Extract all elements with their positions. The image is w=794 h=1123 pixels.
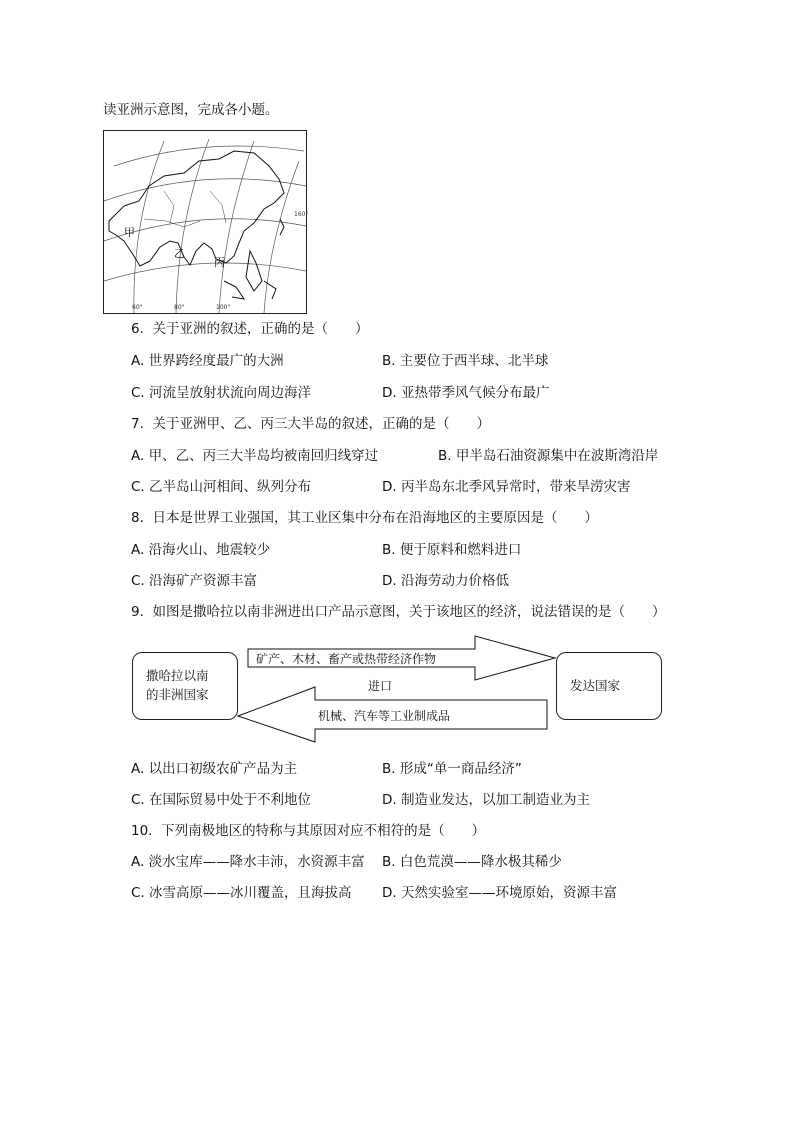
import-label: 进口 xyxy=(368,679,393,693)
question-7-stem xyxy=(131,415,490,433)
question-9-stem xyxy=(131,603,665,621)
africa-box-line1: 撒哈拉以南 xyxy=(146,668,209,683)
africa-box xyxy=(132,652,238,720)
option-6d[interactable]: D. 亚热带季风气候分布最广 xyxy=(382,385,550,401)
developed-box-label: 发达国家 xyxy=(570,678,621,693)
option-6b[interactable]: B. 主要位于西半球、北半球 xyxy=(382,353,549,369)
map-label-jia: 甲 xyxy=(124,226,135,239)
option-7a[interactable]: A. 甲、乙、丙三大半岛均被南回归线穿过 xyxy=(131,448,379,464)
map-tick-100: 100° xyxy=(216,304,231,311)
question-number: 9. xyxy=(131,604,144,620)
question-text: 如图是撒哈拉以南非洲进出口产品示意图，关于该地区的经济，说法错误的是（ ） xyxy=(152,604,666,620)
question-10-stem xyxy=(131,822,485,840)
trade-diagram xyxy=(130,632,665,747)
option-8b[interactable]: B. 便于原料和燃料进口 xyxy=(382,542,522,558)
option-8d[interactable]: D. 沿海劳动力价格低 xyxy=(382,573,509,589)
option-7d[interactable]: D. 丙半岛东北季风异常时，带来旱涝灾害 xyxy=(382,479,631,495)
question-text: 日本是世界工业强国，其工业区集中分布在沿海地区的主要原因是（ ） xyxy=(152,510,598,526)
option-10a[interactable]: A. 淡水宝库——降水丰沛，水资源丰富 xyxy=(131,854,365,870)
export-arrow-label: 矿产、木材、畜产或热带经济作物 xyxy=(256,652,437,666)
option-10b[interactable]: B. 白色荒漠——降水极其稀少 xyxy=(382,854,562,870)
option-7c[interactable]: C. 乙半岛山河相间、纵列分布 xyxy=(131,479,312,495)
map-tick-60: 60° xyxy=(132,304,143,311)
question-number: 6. xyxy=(131,321,144,337)
option-8a[interactable]: A. 沿海火山、地震较少 xyxy=(131,542,271,558)
option-9b[interactable]: B. 形成“单一商品经济” xyxy=(382,761,522,777)
import-arrow-label: 机械、汽车等工业制成品 xyxy=(318,709,451,723)
option-6c[interactable]: C. 河流呈放射状流向周边海洋 xyxy=(131,385,312,401)
africa-box-line2: 的非洲国家 xyxy=(146,687,209,702)
question-number: 7. xyxy=(131,416,144,432)
map-tick-160: 160° xyxy=(294,211,309,218)
map-label-bing: 丙 xyxy=(214,256,225,269)
developed-box xyxy=(556,652,662,720)
map-tick-80: 80° xyxy=(174,304,185,311)
question-text: 关于亚洲的叙述，正确的是（ ） xyxy=(152,321,369,337)
option-9a[interactable]: A. 以出口初级农矿产品为主 xyxy=(131,761,298,777)
option-7b[interactable]: B. 甲半岛石油资源集中在波斯湾沿岸 xyxy=(438,448,659,464)
question-8-stem xyxy=(131,509,598,527)
question-text: 关于亚洲甲、乙、丙三大半岛的叙述，正确的是（ ） xyxy=(152,416,490,432)
question-number: 8. xyxy=(131,510,144,526)
option-6a[interactable]: A. 世界跨经度最广的大洲 xyxy=(131,353,284,369)
question-number: 10. xyxy=(131,823,153,839)
option-9d[interactable]: D. 制造业发达，以加工制造业为主 xyxy=(382,792,590,808)
asia-map xyxy=(103,130,307,314)
option-10d[interactable]: D. 天然实验室——环境原始，资源丰富 xyxy=(382,885,617,901)
option-10c[interactable]: C. 冰雪高原——冰川覆盖，且海拔高 xyxy=(131,885,352,901)
option-8c[interactable]: C. 沿海矿产资源丰富 xyxy=(131,573,258,589)
asia-map-drawing xyxy=(104,131,309,313)
option-9c[interactable]: C. 在国际贸易中处于不利地位 xyxy=(131,792,312,808)
question-6-stem xyxy=(131,320,368,338)
intro-text: 读亚洲示意图，完成各小题。 xyxy=(103,102,279,118)
question-text: 下列南极地区的特称与其原因对应不相符的是（ ） xyxy=(161,823,486,839)
map-label-yi: 乙 xyxy=(174,247,185,260)
